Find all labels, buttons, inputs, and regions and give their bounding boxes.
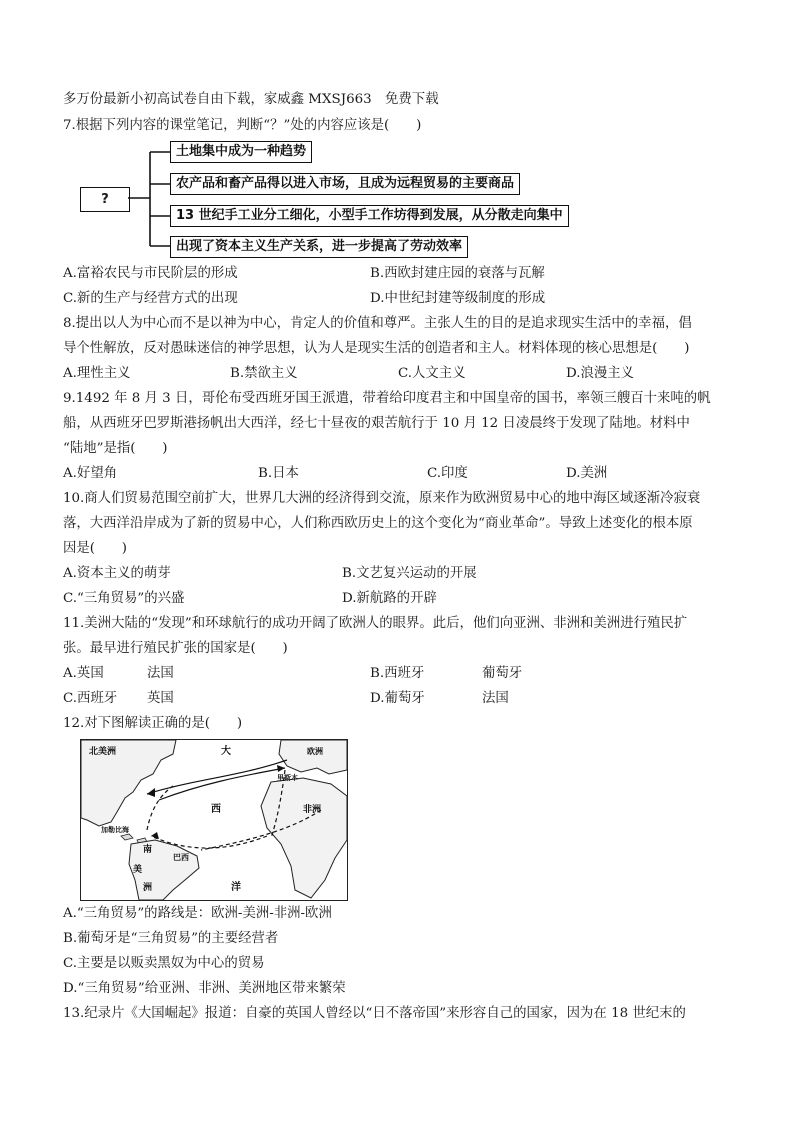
q12-option-a[interactable]: A.“三角贸易”的路线是：欧洲-美洲-非洲-欧洲 bbox=[63, 906, 332, 921]
q9-stem-line-2: 船，从西班牙巴罗斯港扬帆出大西洋，经七十昼夜的艰苦航行于 10 月 12 日凌晨终于发现了陆地。材料中 bbox=[63, 416, 690, 431]
triangle-trade-map bbox=[80, 739, 348, 901]
q11-option-c-country-1: C.西班牙 bbox=[63, 691, 118, 706]
q8-option-a[interactable]: A.理性主义 bbox=[63, 366, 131, 381]
map-label-caribbean: 加勒比海 bbox=[101, 826, 129, 834]
q7-note-box-3: 13 世纪手工业分工细化，小型手工作坊得到发展，从分散走向集中 bbox=[170, 205, 569, 227]
q7-stem: 7.根据下列内容的课堂笔记，判断“？”处的内容应该是( ) bbox=[63, 118, 422, 133]
q11-option-c[interactable] bbox=[63, 690, 174, 708]
q8-stem-line-1: 8.提出以人为中心而不是以神为中心，肯定人的价值和尊严。主张人生的目的是追求现实生活中的幸福，倡 bbox=[63, 316, 692, 331]
q11-option-b[interactable] bbox=[370, 665, 523, 683]
q8-option-b[interactable]: B.禁欲主义 bbox=[230, 366, 298, 381]
q12-option-b[interactable]: B.葡萄牙是“三角贸易”的主要经营者 bbox=[63, 931, 279, 946]
q9-option-c[interactable]: C.印度 bbox=[427, 466, 468, 481]
q7-option-b[interactable]: B.西欧封建庄园的衰落与瓦解 bbox=[370, 266, 545, 281]
q10-stem-line-1: 10.商人们贸易范围空前扩大，世界几大洲的经济得到交流，原来作为欧洲贸易中心的地中海区域逐渐冷寂衰 bbox=[63, 491, 701, 506]
q7-note-box-2: 农产品和畜产品得以进入市场，且成为远程贸易的主要商品 bbox=[170, 173, 520, 195]
map-drawing bbox=[81, 740, 347, 900]
q9-option-a[interactable]: A.好望角 bbox=[63, 466, 118, 481]
q10-option-d[interactable]: D.新航路的开辟 bbox=[342, 591, 437, 606]
q8-option-d[interactable]: D.浪漫主义 bbox=[566, 366, 635, 381]
map-label-zhou: 洲 bbox=[143, 883, 153, 893]
q7-option-c[interactable]: C.新的生产与经营方式的出现 bbox=[63, 291, 238, 306]
q11-option-d-country-2: 法国 bbox=[482, 691, 509, 706]
map-label-north-america: 北美洲 bbox=[89, 747, 117, 757]
q9-stem-line-1: 9.1492 年 8 月 3 日，哥伦布受西班牙国王派遣，带着给印度君主和中国皇帝的国书，率领三艘百十来吨的帆 bbox=[63, 391, 711, 406]
q10-option-a[interactable]: A.资本主义的萌芽 bbox=[63, 566, 171, 581]
map-label-xi: 西 bbox=[211, 804, 221, 815]
q9-stem-line-3: “陆地”是指( ) bbox=[63, 441, 168, 456]
q10-option-c[interactable]: C.“三角贸易”的兴盛 bbox=[63, 591, 185, 606]
q11-option-c-country-2: 英国 bbox=[147, 691, 174, 706]
q10-stem-line-3: 因是( ) bbox=[63, 541, 128, 556]
q7-note-box-1: 土地集中成为一种趋势 bbox=[170, 141, 312, 163]
q13-stem-line-1: 13.纪录片《大国崛起》报道：自豪的英国人曾经以“日不落帝国”来形容自己的国家，因为在 18 世纪末的 bbox=[63, 1006, 686, 1021]
q7-question-box: ? bbox=[80, 187, 130, 212]
q10-option-b[interactable]: B.文艺复兴运动的开展 bbox=[342, 566, 477, 581]
map-label-mei: 美 bbox=[133, 865, 143, 875]
q11-option-b-country-2: 葡萄牙 bbox=[482, 666, 523, 681]
map-label-da: 大 bbox=[221, 746, 231, 757]
q11-option-b-country-1: B.西班牙 bbox=[370, 666, 425, 681]
q12-option-d[interactable]: D.“三角贸易”给亚洲、非洲、美洲地区带来繁荣 bbox=[63, 981, 346, 996]
q11-stem-line-2: 张。最早进行殖民扩张的国家是( ) bbox=[63, 641, 288, 656]
header-ad: 多万份最新小初高试卷自由下载，家威鑫 MXSJ663 免费下载 bbox=[63, 92, 439, 107]
q7-option-a[interactable]: A.富裕农民与市民阶层的形成 bbox=[63, 266, 238, 281]
map-label-south: 南 bbox=[143, 845, 153, 855]
q7-note-box-4: 出现了资本主义生产关系，进一步提高了劳动效率 bbox=[170, 236, 468, 258]
q11-option-a-country-1: A.英国 bbox=[63, 666, 104, 681]
q11-option-a[interactable] bbox=[63, 665, 174, 683]
q11-option-d-country-1: D.葡萄牙 bbox=[370, 691, 425, 706]
q8-option-c[interactable]: C.人文主义 bbox=[398, 366, 466, 381]
q9-option-b[interactable]: B.日本 bbox=[258, 466, 299, 481]
q11-stem-line-1: 11.美洲大陆的“发现”和环球航行的成功开阔了欧洲人的眼界。此后，他们向亚洲、非洲和美洲进行殖民扩 bbox=[63, 616, 688, 631]
q10-stem-line-2: 落，大西洋沿岸成为了新的贸易中心，人们称西欧历史上的这个变化为“商业革命”。导致上述变化的根本原 bbox=[63, 516, 693, 531]
map-label-europe: 欧洲 bbox=[307, 747, 323, 756]
q7-option-d[interactable]: D.中世纪封建等级制度的形成 bbox=[370, 291, 546, 306]
map-label-yang: 洋 bbox=[231, 882, 241, 893]
q11-option-d[interactable] bbox=[370, 690, 509, 708]
map-label-brazil: 巴西 bbox=[173, 853, 189, 862]
map-label-africa: 非洲 bbox=[303, 805, 322, 815]
q8-stem-line-2: 导个性解放，反对愚昧迷信的神学思想，认为人是现实生活的创造者和主人。材料体现的核心思想是( ) bbox=[63, 341, 690, 356]
map-label-lisbon: 里斯本 bbox=[277, 774, 298, 782]
q12-stem: 12.对下图解读正确的是( ) bbox=[63, 716, 243, 731]
q9-option-d[interactable]: D.美洲 bbox=[566, 466, 608, 481]
q12-option-c[interactable]: C.主要是以贩卖黑奴为中心的贸易 bbox=[63, 956, 265, 971]
q11-option-a-country-2: 法国 bbox=[147, 666, 174, 681]
